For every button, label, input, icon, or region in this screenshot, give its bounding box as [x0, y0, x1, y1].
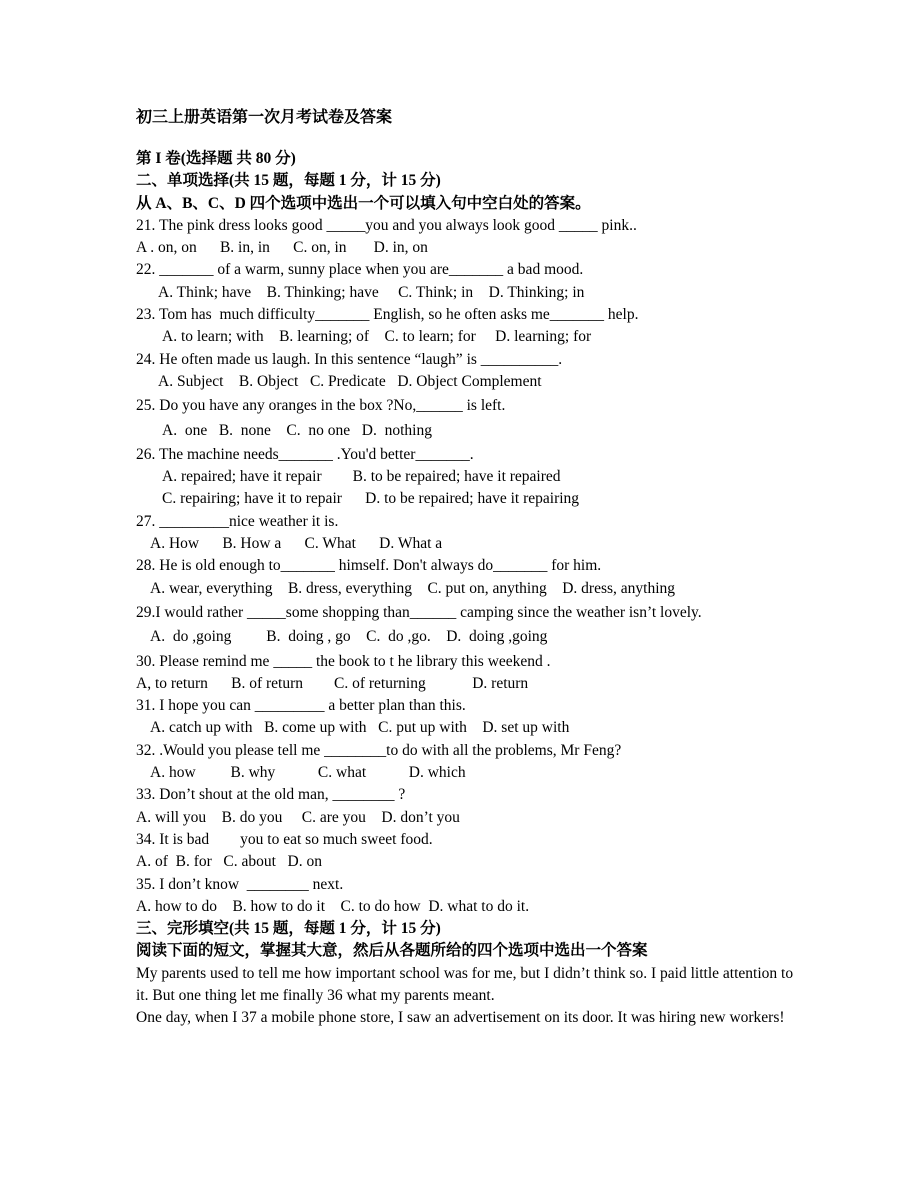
part2-instruction: 从 A、B、C、D 四个选项中选出一个可以填入句中空白处的答案。: [136, 194, 591, 212]
question-33: 33. Don’t shout at the old man, ________ ?: [136, 786, 406, 804]
options-29: A. do ,going B. doing , go C. do ,go. D. doing ,going: [150, 628, 548, 646]
question-35: 35. I don’t know ________ next.: [136, 875, 344, 893]
part2-heading: 二、单项选择(共 15 题，每题 1 分，计 15 分): [136, 172, 441, 190]
question-28: 28. He is old enough to_______ himself. Don't always do_______ for him.: [136, 557, 602, 575]
options-30: A, to return B. of return C. of returning D. return: [136, 674, 529, 692]
document-content: [136, 106, 796, 1030]
options-23: A. to learn; with B. learning; of C. to learn; for D. learning; for: [162, 328, 592, 346]
options-32: A. how B. why C. what D. which: [150, 764, 466, 782]
question-21: 21. The pink dress looks good _____you and you always look good _____ pink..: [136, 216, 637, 234]
options-25: A. one B. none C. no one D. nothing: [162, 421, 432, 439]
question-22: 22. _______ of a warm, sunny place when you are_______ a bad mood.: [136, 261, 584, 279]
question-26: 26. The machine needs_______ .You'd better_______.: [136, 445, 474, 463]
options-27: A. How B. How a C. What D. What a: [150, 535, 443, 553]
question-27: 27. _________nice weather it is.: [136, 512, 339, 530]
question-25: 25. Do you have any oranges in the box ?No,______ is left.: [136, 397, 506, 415]
passage-paragraph-2: One day, when I 37 a mobile phone store, I saw an advertisement on its door. It was hiring new workers!: [136, 1009, 785, 1027]
options-28: A. wear, everything B. dress, everything C. put on, anything D. dress, anything: [150, 579, 676, 597]
options-31: A. catch up with B. come up with C. put up with D. set up with: [150, 719, 570, 737]
options-26-line2: C. repairing; have it to repair D. to be repaired; have it repairing: [162, 490, 580, 508]
options-26-line1: A. repaired; have it repair B. to be repaired; have it repaired: [162, 468, 561, 486]
part3-instruction: 阅读下面的短文，掌握其大意，然后从各题所给的四个选项中选出一个答案: [136, 942, 648, 960]
question-31: 31. I hope you can _________ a better plan than this.: [136, 697, 466, 715]
question-34: 34. It is bad you to eat so much sweet food.: [136, 830, 433, 848]
question-24: 24. He often made us laugh. In this sentence “laugh” is __________.: [136, 350, 563, 368]
question-30: 30. Please remind me _____ the book to t he library this weekend .: [136, 652, 551, 670]
page-title: 初三上册英语第一次月考试卷及答案: [136, 109, 393, 126]
part3-heading: 三、完形填空(共 15 题，每题 1 分，计 15 分): [136, 920, 441, 938]
options-35: A. how to do B. how to do it C. to do how D. what to do it.: [136, 897, 530, 915]
section-heading: 第 I 卷(选择题 共 80 分): [136, 150, 296, 167]
passage-paragraph-1: My parents used to tell me how important school was for me, but I didn’t think so. I paid little attention to it. But one thing let me finally 36 what my parents meant.: [136, 964, 794, 1004]
options-33: A. will you B. do you C. are you D. don’t you: [136, 808, 460, 826]
options-21: A . on, on B. in, in C. on, in D. in, on: [136, 239, 428, 257]
question-23: 23. Tom has much difficulty_______ English, so he often asks me_______ help.: [136, 306, 639, 324]
question-29: 29.I would rather _____some shopping than______ camping since the weather isn’t lovely.: [136, 603, 702, 621]
options-22: A. Think; have B. Thinking; have C. Think; in D. Thinking; in: [158, 283, 585, 301]
question-32: 32. .Would you please tell me ________to do with all the problems, Mr Feng?: [136, 741, 622, 759]
options-24: A. Subject B. Object C. Predicate D. Object Complement: [158, 372, 542, 390]
options-34: A. of B. for C. about D. on: [136, 853, 322, 871]
